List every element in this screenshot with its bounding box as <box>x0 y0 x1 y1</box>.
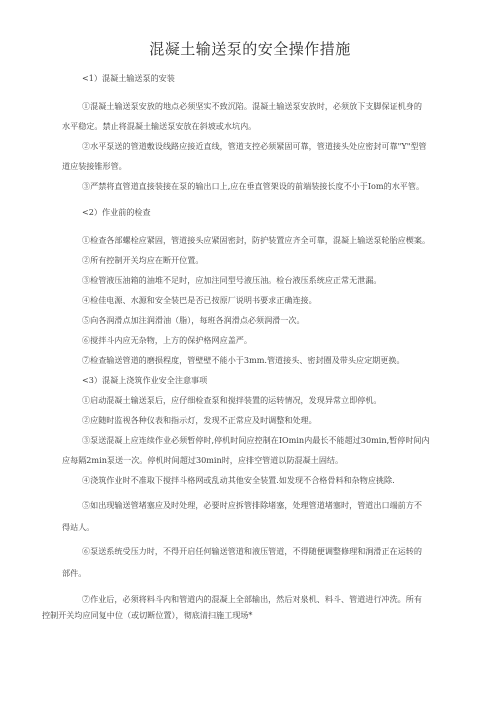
paragraph-line: ⑦作业后，必须将料斗内和管道内的混凝上全部输出，然后对泉机、料斗、管道进行冲洗。所有 <box>82 594 422 604</box>
section-heading: <2）作业前的检查 <box>82 207 151 217</box>
paragraph-line: ④检佳电源、水源和安全装巴是否已按原厂说明书要求正确连接。 <box>82 295 317 305</box>
paragraph-line: 水平稳定。禁止将混凝土输送泵安放在斜坡或水坑内。 <box>62 121 257 131</box>
paragraph-line: 道应装接锥形管。 <box>62 161 127 171</box>
paragraph-line: ③泵送混凝上应连续作业必须暂停时,停机时间应控制在IOmin内最长不能超过30min,暂停时间内 <box>82 435 430 445</box>
page-title: 混凝土输送泵的安全操作措施 <box>149 40 351 58</box>
paragraph-line: 得站人。 <box>62 522 95 532</box>
paragraph-line: 控制开关均应同复中位（或切断位置），彻底清扫施工现场* <box>42 610 253 620</box>
paragraph-line: ⑦检查输送管道的磨损程度，管壁壁不能小于3mm.管道接头、密封圈及带头应定期更换。 <box>82 355 405 365</box>
paragraph-line: ③检管液压油箱的油堆不足时，应加注同型号液压油。检台液压系统应正常无泄漏。 <box>82 275 382 285</box>
paragraph-line: ①启动混凝土输送泵后，应仔细检查泵和搅拌装置的运转情况，发现异常立即停机。 <box>82 395 382 405</box>
paragraph-line: 应每隔2min泵送一次。停机时间超过30min时，应排空管道以防混凝土固结。 <box>62 455 344 465</box>
paragraph-line: ⑥泵送系统受压力时，不得开启任何输送管道和液压管道，不得随便调整修理和涧滑正在运转的 <box>82 546 422 556</box>
section-heading: <1）混凝土输送泵的安装 <box>82 73 175 83</box>
paragraph-line: ④浇筑作业时不准取下搅拌斗格网或乱动其他安全装置.如发现不合格骨料和杂物应挑除. <box>82 475 395 485</box>
paragraph-line: ③严禁将直管道直接装接在泵的输出口上,应在垂直管架设的前端装接长度不小于Iom的水平管。 <box>82 181 425 191</box>
paragraph-line: ⑥搅拌斗内应无杂物，上方的保护格网应盖严。 <box>82 335 252 345</box>
paragraph-line: 部件。 <box>62 568 87 578</box>
paragraph-line: ①混凝土输送泵安放的地点必须坚实不致沉陷。混凝土输送泵安放时，必须放下支脚保证机身的 <box>82 101 422 111</box>
section-heading: <3）混凝上浇筑作业安全注意事项 <box>82 375 208 385</box>
paragraph-line: ②所有控制开关均应在断开位置。 <box>82 255 204 265</box>
paragraph-line: ⑤如出现输送管堵塞应及时处理，必要时应拆管排除堵塞，处理管道堵塞时，管道出口端前方不 <box>82 500 422 510</box>
paragraph-line: ①检查各部螺栓应紧固，管道接头应紧固密封，防护装置应齐全可靠，混凝上输送泵轮胎应楔案。 <box>82 235 431 245</box>
paragraph-line: ②水平泵送的管道敷设线路应接近直线，管道支控必须紧固可靠，管道接头处应密封可靠"Y"型管 <box>82 141 427 151</box>
paragraph-line: ⑤向各润滑点加注润滑油（脂），每班各润滑点必须润滑一次。 <box>82 315 305 325</box>
paragraph-line: ②应随时监视各种仪表和指示灯，发现不正常应及时调整和处理。 <box>82 415 317 425</box>
